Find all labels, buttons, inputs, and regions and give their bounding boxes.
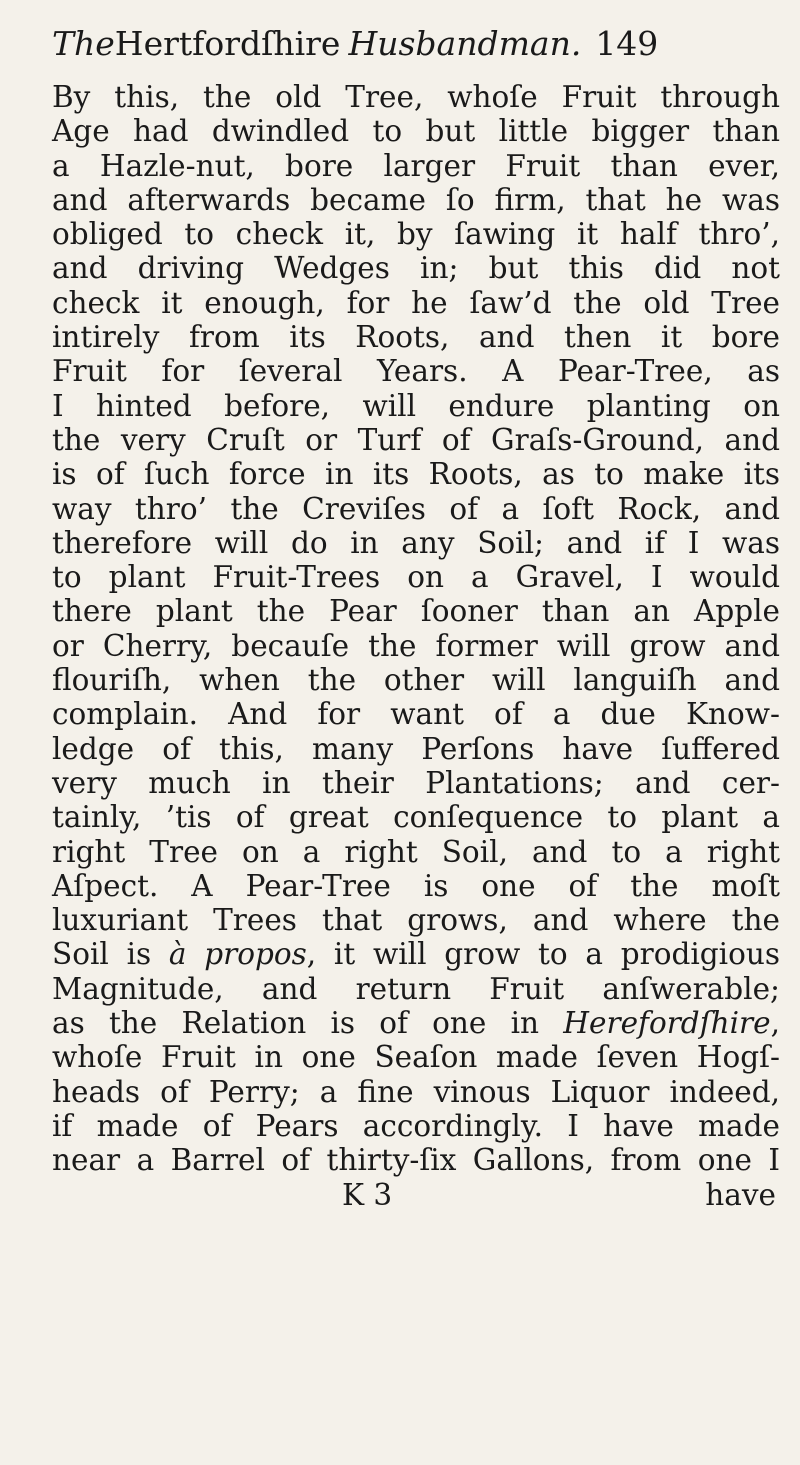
text-line: a Hazle-nut, bore larger Fruit than ever, [52, 148, 780, 183]
text-line: By this, the old Tree, whoſe Fruit through [52, 80, 780, 114]
text-segment: as the Relation is of one in [52, 1006, 564, 1041]
running-head [52, 20, 770, 72]
text-line: obliged to check it, by ſawing it half thro’, [52, 217, 780, 252]
text-line: Age had dwindled to but little bigger than [52, 114, 780, 149]
signature-mark: K 3 [342, 1177, 393, 1212]
italic-phrase: à propos [168, 937, 307, 972]
text-line: Fruit for ſeveral Years. A Pear-Tree, as [52, 354, 780, 389]
text-line: if made of Pears accordingly. I have made [52, 1108, 780, 1143]
text-line: complain. And for want of a due Know- [52, 697, 780, 732]
italic-place-name: Herefordſhire [563, 1006, 771, 1041]
text-line: I hinted before, will endure planting on [52, 388, 780, 423]
text-line: flouriſh, when the other will languiſh and [52, 663, 780, 698]
text-line: right Tree on a right Soil, and to a right [52, 834, 780, 869]
text-line: there plant the Pear ſooner than an Apple [52, 594, 780, 629]
text-line: heads of Perry; a fine vinous Liquor indeed, [52, 1074, 780, 1109]
text-line: or Cherry, becauſe the former will grow and [52, 628, 780, 663]
text-line: luxuriant Trees that grows, and where the [52, 903, 780, 938]
text-line-herefordshire [52, 1006, 780, 1040]
running-head-title: Husbandman. [348, 24, 582, 63]
text-line: and driving Wedges in; but this did not [52, 251, 780, 286]
running-head-place: Hertfordſhire [114, 24, 341, 63]
body-text [52, 80, 781, 1212]
text-line: is of ſuch force in its Roots, as to make its [52, 457, 780, 492]
text-line: intirely from its Roots, and then it bore [52, 320, 780, 355]
text-segment: , [770, 1006, 780, 1041]
running-head-article: The [52, 24, 115, 63]
text-line: whoſe Fruit in one Seaſon made ſeven Hogſ- [52, 1040, 780, 1075]
text-line: way thro’ the Creviſes of a ſoft Rock, and [52, 491, 780, 526]
text-segment: , it will grow to a prodigious [306, 937, 781, 972]
text-line: to plant Fruit-Trees on a Gravel, I would [52, 560, 780, 595]
text-line: ledge of this, many Perſons have ſuffered [52, 731, 780, 766]
page-footer [52, 1178, 780, 1212]
text-line-a-propos [52, 937, 780, 971]
text-line: check it enough, for he ſaw’d the old Tree [52, 285, 780, 320]
text-segment: Soil is [52, 937, 169, 972]
text-line: therefore will do in any Soil; and if I was [52, 525, 780, 560]
text-line: Aſpect. A Pear-Tree is one of the moſt [52, 868, 780, 903]
text-line: near a Barrel of thirty-ſix Gallons, from one I [52, 1143, 780, 1178]
text-line: Magnitude, and return Fruit anſwerable; [52, 971, 780, 1006]
text-line: very much in their Plantations; and cer- [52, 765, 780, 800]
text-line: the very Cruſt or Turf of Graſs-Ground, and [52, 422, 780, 457]
page-number: 149 [595, 24, 659, 63]
text-line: and afterwards became ſo firm, that he was [52, 182, 780, 217]
text-line: tainly, ’tis of great conſequence to plant a [52, 800, 780, 835]
catchword: have [705, 1177, 776, 1212]
